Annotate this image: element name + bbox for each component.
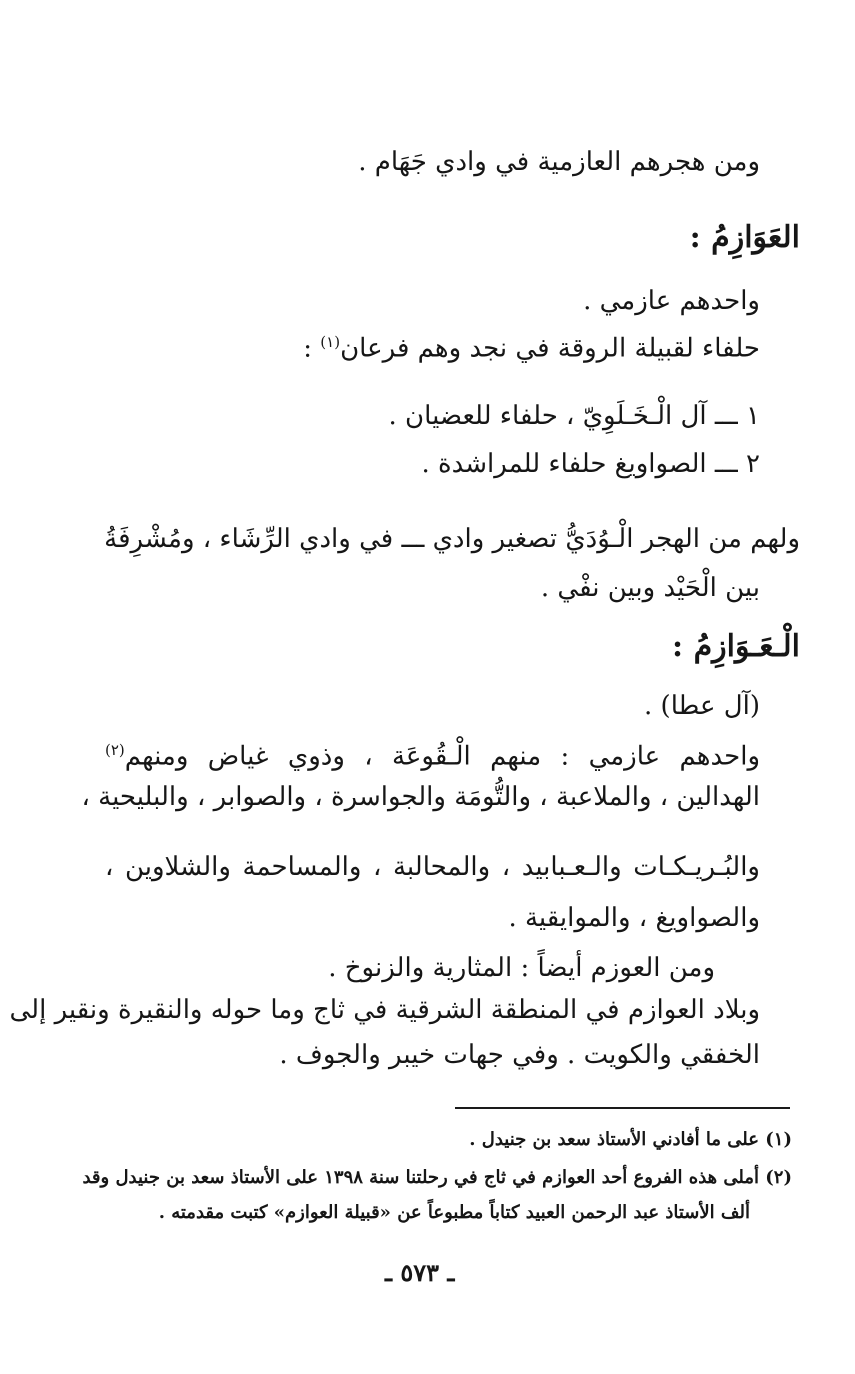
section2-line4: والبُـريـكـات والـعـبابيد ، والمحالبة ، والمساحمة والشلاوين ، [105, 852, 760, 882]
footnote-separator [455, 1107, 790, 1109]
section2-line2 [105, 730, 760, 777]
section1-item2: ٢ ـــ الصواويغ حلفاء للمراشدة . [421, 449, 760, 479]
section2-line2-text: واحدهم عازمي : منهم الْـقُوعَة ، وذوي غياض ومنهم [124, 741, 760, 772]
section2-line8: الخفقي والكويت . وفي جهات خيبر والجوف . [279, 1040, 760, 1070]
section1-line2-end: : [303, 333, 321, 364]
intro-line: ومن هجرهم العازمية في وادي جَهَام . [358, 147, 760, 177]
footnote-ref-2: (٢) [105, 741, 125, 759]
section1-item1: ١ ـــ آل الْـخَـلَوِيّ ، حلفاء للعضيان . [388, 401, 760, 431]
footnote-2-line1: (٢) أملى هذه الفروع أحد العوازم في ثاج في رحلتنا سنة ١٣٩٨ على الأستاذ سعد بن جنيدل وقد [82, 1167, 792, 1188]
section1-para-line1: ولهم من الهجر الْـوُدَيُّ تصغير وادي ـــ في وادي الرِّشَاء ، ومُشْرِفَةُ [104, 524, 800, 554]
section1-line1: واحدهم عازمي . [583, 286, 760, 316]
footnote-2-line2: ألف الأستاذ عبد الرحمن العبيد كتاباً مطبوعاً عن «قبيلة العوازم» كتبت مقدمته . [158, 1202, 750, 1223]
section1-heading: العَوَازِمُ : [689, 220, 800, 255]
section2-line1: (آل عطا) . [644, 691, 760, 721]
footnote-1: (١) على ما أفادني الأستاذ سعد بن جنيدل . [469, 1129, 792, 1150]
section1-para-line2: بين الْحَيْد وبين نفْي . [540, 573, 760, 603]
section1-line2 [303, 322, 760, 369]
section2-line7: وبلاد العوازم في المنطقة الشرقية في ثاج وما حوله والنقيرة ونقير إلى [9, 995, 760, 1025]
page-number: ـ ٥٧٣ ـ [385, 1258, 455, 1287]
section2-heading: الْـعَـوَازِمُ : [672, 629, 800, 664]
section2-line6: ومن العوزم أيضاً : المثارية والزنوخ . [328, 953, 715, 983]
section2-line5: والصواويغ ، والموايقية . [508, 903, 760, 933]
section1-line2-text: حلفاء لقبيلة الروقة في نجد وهم فرعان [340, 333, 760, 364]
footnote-ref-1: (١) [320, 333, 341, 351]
section2-line3: الهدالين ، والملاعبة ، والتُّومَة والجواسرة ، والصوابر ، والبليحية ، [81, 782, 760, 812]
